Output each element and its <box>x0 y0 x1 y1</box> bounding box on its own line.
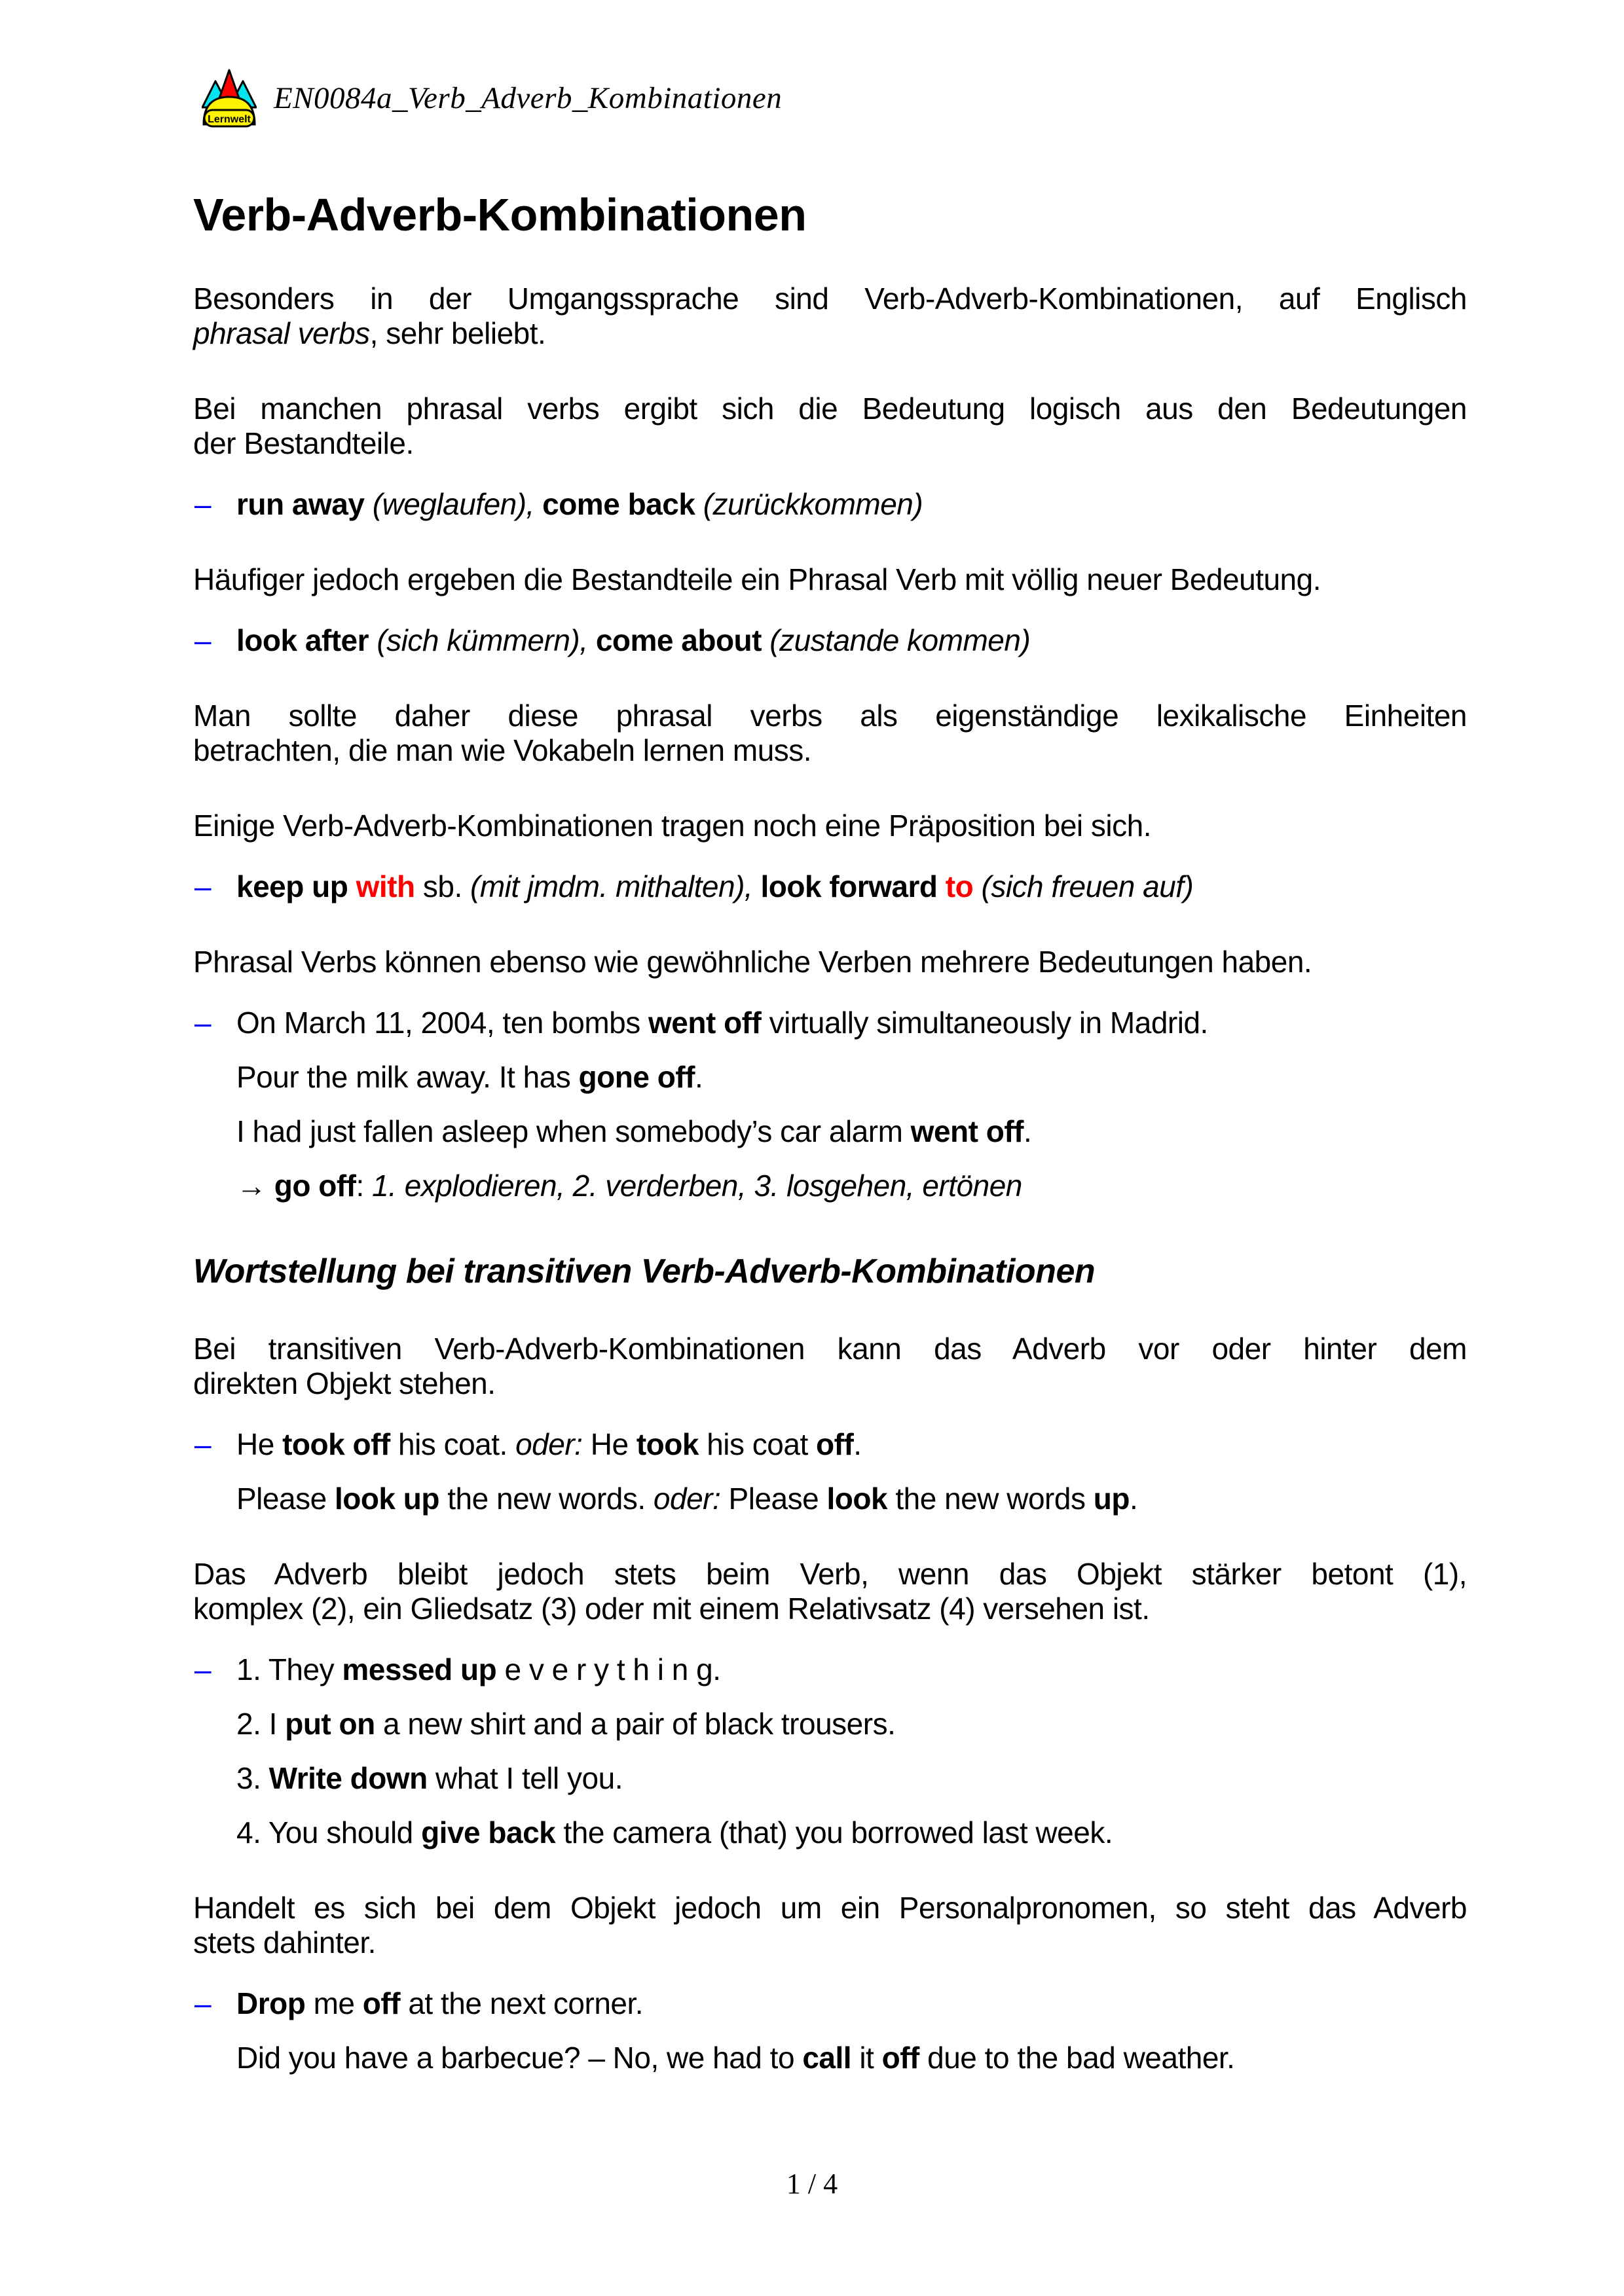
text-run: phrasal verbs <box>193 316 370 350</box>
paragraph <box>193 1557 1467 1626</box>
text-line <box>236 1427 1467 1462</box>
list-item-continuation <box>236 1761 1467 1796</box>
text-run: it <box>851 2041 882 2075</box>
text-line <box>193 1366 1467 1401</box>
text-run: On March 11, 2004, ten bombs <box>236 1006 649 1040</box>
text-run: 2. I <box>236 1707 286 1741</box>
text-run: Einige Verb-Adverb-Kombinationen tragen noch eine Präposition bei sich. <box>193 809 1151 843</box>
page-header <box>202 68 782 128</box>
text-run: Häufiger jedoch ergeben die Bestandteile ein Phrasal Verb mit völlig neuer Bedeutung. <box>193 562 1321 596</box>
text-run: stets dahinter. <box>193 1925 376 1959</box>
list-item-continuation <box>236 2041 1467 2075</box>
text-run: sb. <box>415 869 471 903</box>
text-run: his coat <box>698 1427 817 1461</box>
text-run: went off <box>648 1006 762 1040</box>
text-line <box>236 1652 1467 1687</box>
text-run: to <box>945 869 974 903</box>
text-run: Wortstellung bei transitiven Verb-Adverb-Kombinationen <box>193 1252 1096 1290</box>
paragraph <box>193 562 1467 597</box>
text-run <box>369 623 377 657</box>
text-run: He <box>236 1427 283 1461</box>
text-line <box>236 1482 1467 1516</box>
bullet-dash-icon: – <box>194 1427 212 1461</box>
text-line <box>193 392 1467 426</box>
bullet-dash-icon: – <box>194 487 212 521</box>
text-run: the new words <box>887 1482 1094 1516</box>
text-line <box>236 1114 1467 1149</box>
text-line <box>193 562 1467 597</box>
text-run: Man sollte daher diese phrasal verbs als eigenständige lexikalische Einheiten <box>193 699 1467 733</box>
text-run <box>938 869 946 903</box>
text-run: Pour the milk away. It has <box>236 1060 579 1094</box>
text-line <box>193 1332 1467 1366</box>
text-run <box>348 869 356 903</box>
text-line <box>236 1006 1467 1040</box>
text-run: 4. You should <box>236 1815 422 1850</box>
text-run: (weglaufen), <box>372 487 534 521</box>
text-run: look <box>826 1482 888 1516</box>
text-line <box>193 699 1467 733</box>
text-line <box>236 2041 1467 2075</box>
text-run: the new words. <box>439 1482 654 1516</box>
text-run: . <box>694 1060 703 1094</box>
text-run: der Bestandteile. <box>193 426 414 460</box>
text-run: (sich kümmern), <box>377 623 588 657</box>
list-item <box>193 869 1467 904</box>
page-footer <box>0 2167 1624 2200</box>
text-run: He <box>582 1427 637 1461</box>
text-run: due to the bad weather. <box>919 2041 1235 2075</box>
list-item <box>193 1986 1467 2021</box>
bullet-dash-icon: – <box>194 1652 212 1686</box>
list-item-continuation <box>236 1707 1467 1741</box>
text-line <box>236 487 1467 522</box>
text-run <box>364 487 372 521</box>
text-run: messed up <box>342 1652 497 1686</box>
text-run: I had just fallen asleep when somebody’s car alarm <box>236 1114 911 1148</box>
text-run: Write down <box>268 1761 428 1795</box>
paragraph <box>193 1332 1467 1401</box>
text-run: oder: <box>515 1427 583 1461</box>
text-run <box>973 869 981 903</box>
text-run: Drop <box>236 1986 306 2020</box>
text-run: what I tell you. <box>427 1761 623 1795</box>
text-run: (zustande kommen) <box>769 623 1031 657</box>
text-run: keep up <box>236 869 348 903</box>
text-run: Verb-Adverb-Kombinationen <box>193 189 807 240</box>
text-run: go off <box>274 1169 356 1203</box>
text-run: 1. explodieren, 2. verderben, 3. losgehen, ertönen <box>372 1169 1022 1203</box>
text-run: Handelt es sich bei dem Objekt jedoch um ein Personalpronomen, so steht das Adverb <box>193 1891 1467 1925</box>
text-run: went off <box>910 1114 1024 1148</box>
text-run: Phrasal Verbs können ebenso wie gewöhnliche Verben mehrere Bedeutungen haben. <box>193 945 1312 979</box>
text-run: direkten Objekt stehen. <box>193 1366 496 1400</box>
text-run: off <box>362 1986 401 2020</box>
text-run: Please <box>720 1482 827 1516</box>
paragraph <box>193 945 1467 979</box>
text-run: look up <box>334 1482 439 1516</box>
text-run: at the next corner. <box>400 1986 644 2020</box>
text-line <box>236 1815 1467 1850</box>
text-run: → <box>236 1169 274 1203</box>
text-run: off <box>881 2041 919 2075</box>
text-run: come back <box>542 487 695 521</box>
text-run: look after <box>236 623 369 657</box>
text-run: betrachten, die man wie Vokabeln lernen muss. <box>193 733 812 767</box>
text-run: Bei transitiven Verb-Adverb-Kombinationen kann das Adverb vor oder hinter dem <box>193 1332 1467 1366</box>
text-run <box>695 487 703 521</box>
text-run: (mit jmdm. mithalten), <box>470 869 753 903</box>
text-line <box>236 869 1467 904</box>
text-run: put on <box>285 1707 375 1741</box>
text-line <box>193 316 1467 351</box>
text-line <box>193 1252 1467 1291</box>
text-run: call <box>802 2041 852 2075</box>
list-item <box>193 1006 1467 1040</box>
text-run: komplex (2), ein Gliedsatz (3) oder mit einem Relativsatz (4) versehen ist. <box>193 1592 1150 1626</box>
paragraph <box>193 699 1467 768</box>
bullet-dash-icon: – <box>194 869 212 903</box>
page-number: 1 / 4 <box>786 2168 838 2200</box>
logo-text: Lernwelt <box>208 114 251 125</box>
text-run: . <box>1023 1114 1032 1148</box>
list-item <box>193 1652 1467 1687</box>
bullet-dash-icon: – <box>194 1006 212 1040</box>
text-run: with <box>356 869 415 903</box>
text-run: , sehr beliebt. <box>369 316 546 350</box>
text-run: Das Adverb bleibt jedoch stets beim Verb, wenn das Objekt stärker betont (1), <box>193 1557 1467 1591</box>
text-line <box>193 809 1467 843</box>
text-line <box>193 1557 1467 1592</box>
text-run: up <box>1093 1482 1130 1516</box>
text-line <box>236 1707 1467 1741</box>
text-line <box>193 1592 1467 1626</box>
text-run: a new shirt and a pair of black trousers. <box>375 1707 896 1741</box>
text-line <box>193 733 1467 768</box>
text-run: gone off <box>578 1060 695 1094</box>
text-run: took <box>636 1427 699 1461</box>
text-run: come about <box>595 623 762 657</box>
list-item-continuation <box>236 1815 1467 1850</box>
text-run <box>762 623 769 657</box>
text-run: Besonders in der Umgangssprache sind Verb-Adverb-Kombinationen, auf Englisch <box>193 282 1467 316</box>
text-run: took off <box>282 1427 390 1461</box>
bullet-dash-icon: – <box>194 1986 212 2020</box>
list-item-continuation <box>236 1114 1467 1149</box>
text-run: the camera (that) you borrowed last week. <box>555 1815 1113 1850</box>
paragraph <box>193 282 1467 351</box>
paragraph <box>193 392 1467 461</box>
list-item-continuation <box>236 1169 1467 1203</box>
list-item-continuation <box>236 1482 1467 1516</box>
text-line <box>193 1891 1467 1925</box>
text-run: (zurückkommen) <box>703 487 923 521</box>
text-line <box>236 1761 1467 1796</box>
text-line <box>193 282 1467 316</box>
text-run <box>534 487 542 521</box>
text-line <box>236 1986 1467 2021</box>
text-run: Bei manchen phrasal verbs ergibt sich die Bedeutung logisch aus den Bedeutungen <box>193 392 1467 426</box>
text-run: e v e r y t h i n g. <box>496 1652 721 1686</box>
list-item <box>193 623 1467 658</box>
list-item <box>193 487 1467 522</box>
text-run <box>752 869 760 903</box>
text-line <box>193 189 1467 241</box>
paragraph <box>193 809 1467 843</box>
text-line <box>236 1169 1467 1203</box>
text-run: run away <box>236 487 365 521</box>
paragraph <box>193 1891 1467 1960</box>
text-run: . <box>853 1427 862 1461</box>
text-line <box>236 1060 1467 1095</box>
text-run: virtually simultaneously in Madrid. <box>761 1006 1208 1040</box>
page-title <box>193 189 1467 241</box>
text-run: me <box>305 1986 363 2020</box>
text-run: 1. They <box>236 1652 342 1686</box>
text-run: : <box>356 1169 373 1203</box>
text-line <box>193 1925 1467 1960</box>
text-run: look forward <box>760 869 938 903</box>
document-id: EN0084a_Verb_Adverb_Kombinationen <box>274 81 783 115</box>
list-item-continuation <box>236 1060 1467 1095</box>
text-line <box>193 426 1467 461</box>
list-item <box>193 1427 1467 1462</box>
text-run: 3. <box>236 1761 269 1795</box>
text-run: Did you have a barbecue? – No, we had to <box>236 2041 803 2075</box>
document-body <box>193 189 1467 2075</box>
text-run: give back <box>421 1815 556 1850</box>
text-run: . <box>1129 1482 1138 1516</box>
text-run: his coat. <box>390 1427 516 1461</box>
text-line <box>193 945 1467 979</box>
text-run <box>588 623 596 657</box>
text-run: Please <box>236 1482 335 1516</box>
text-run: oder: <box>653 1482 721 1516</box>
lernwelt-logo-icon <box>202 68 257 128</box>
text-line <box>236 623 1467 658</box>
text-run: off <box>816 1427 854 1461</box>
text-run: (sich freuen auf) <box>981 869 1194 903</box>
section-heading <box>193 1252 1467 1291</box>
bullet-dash-icon: – <box>194 623 212 657</box>
